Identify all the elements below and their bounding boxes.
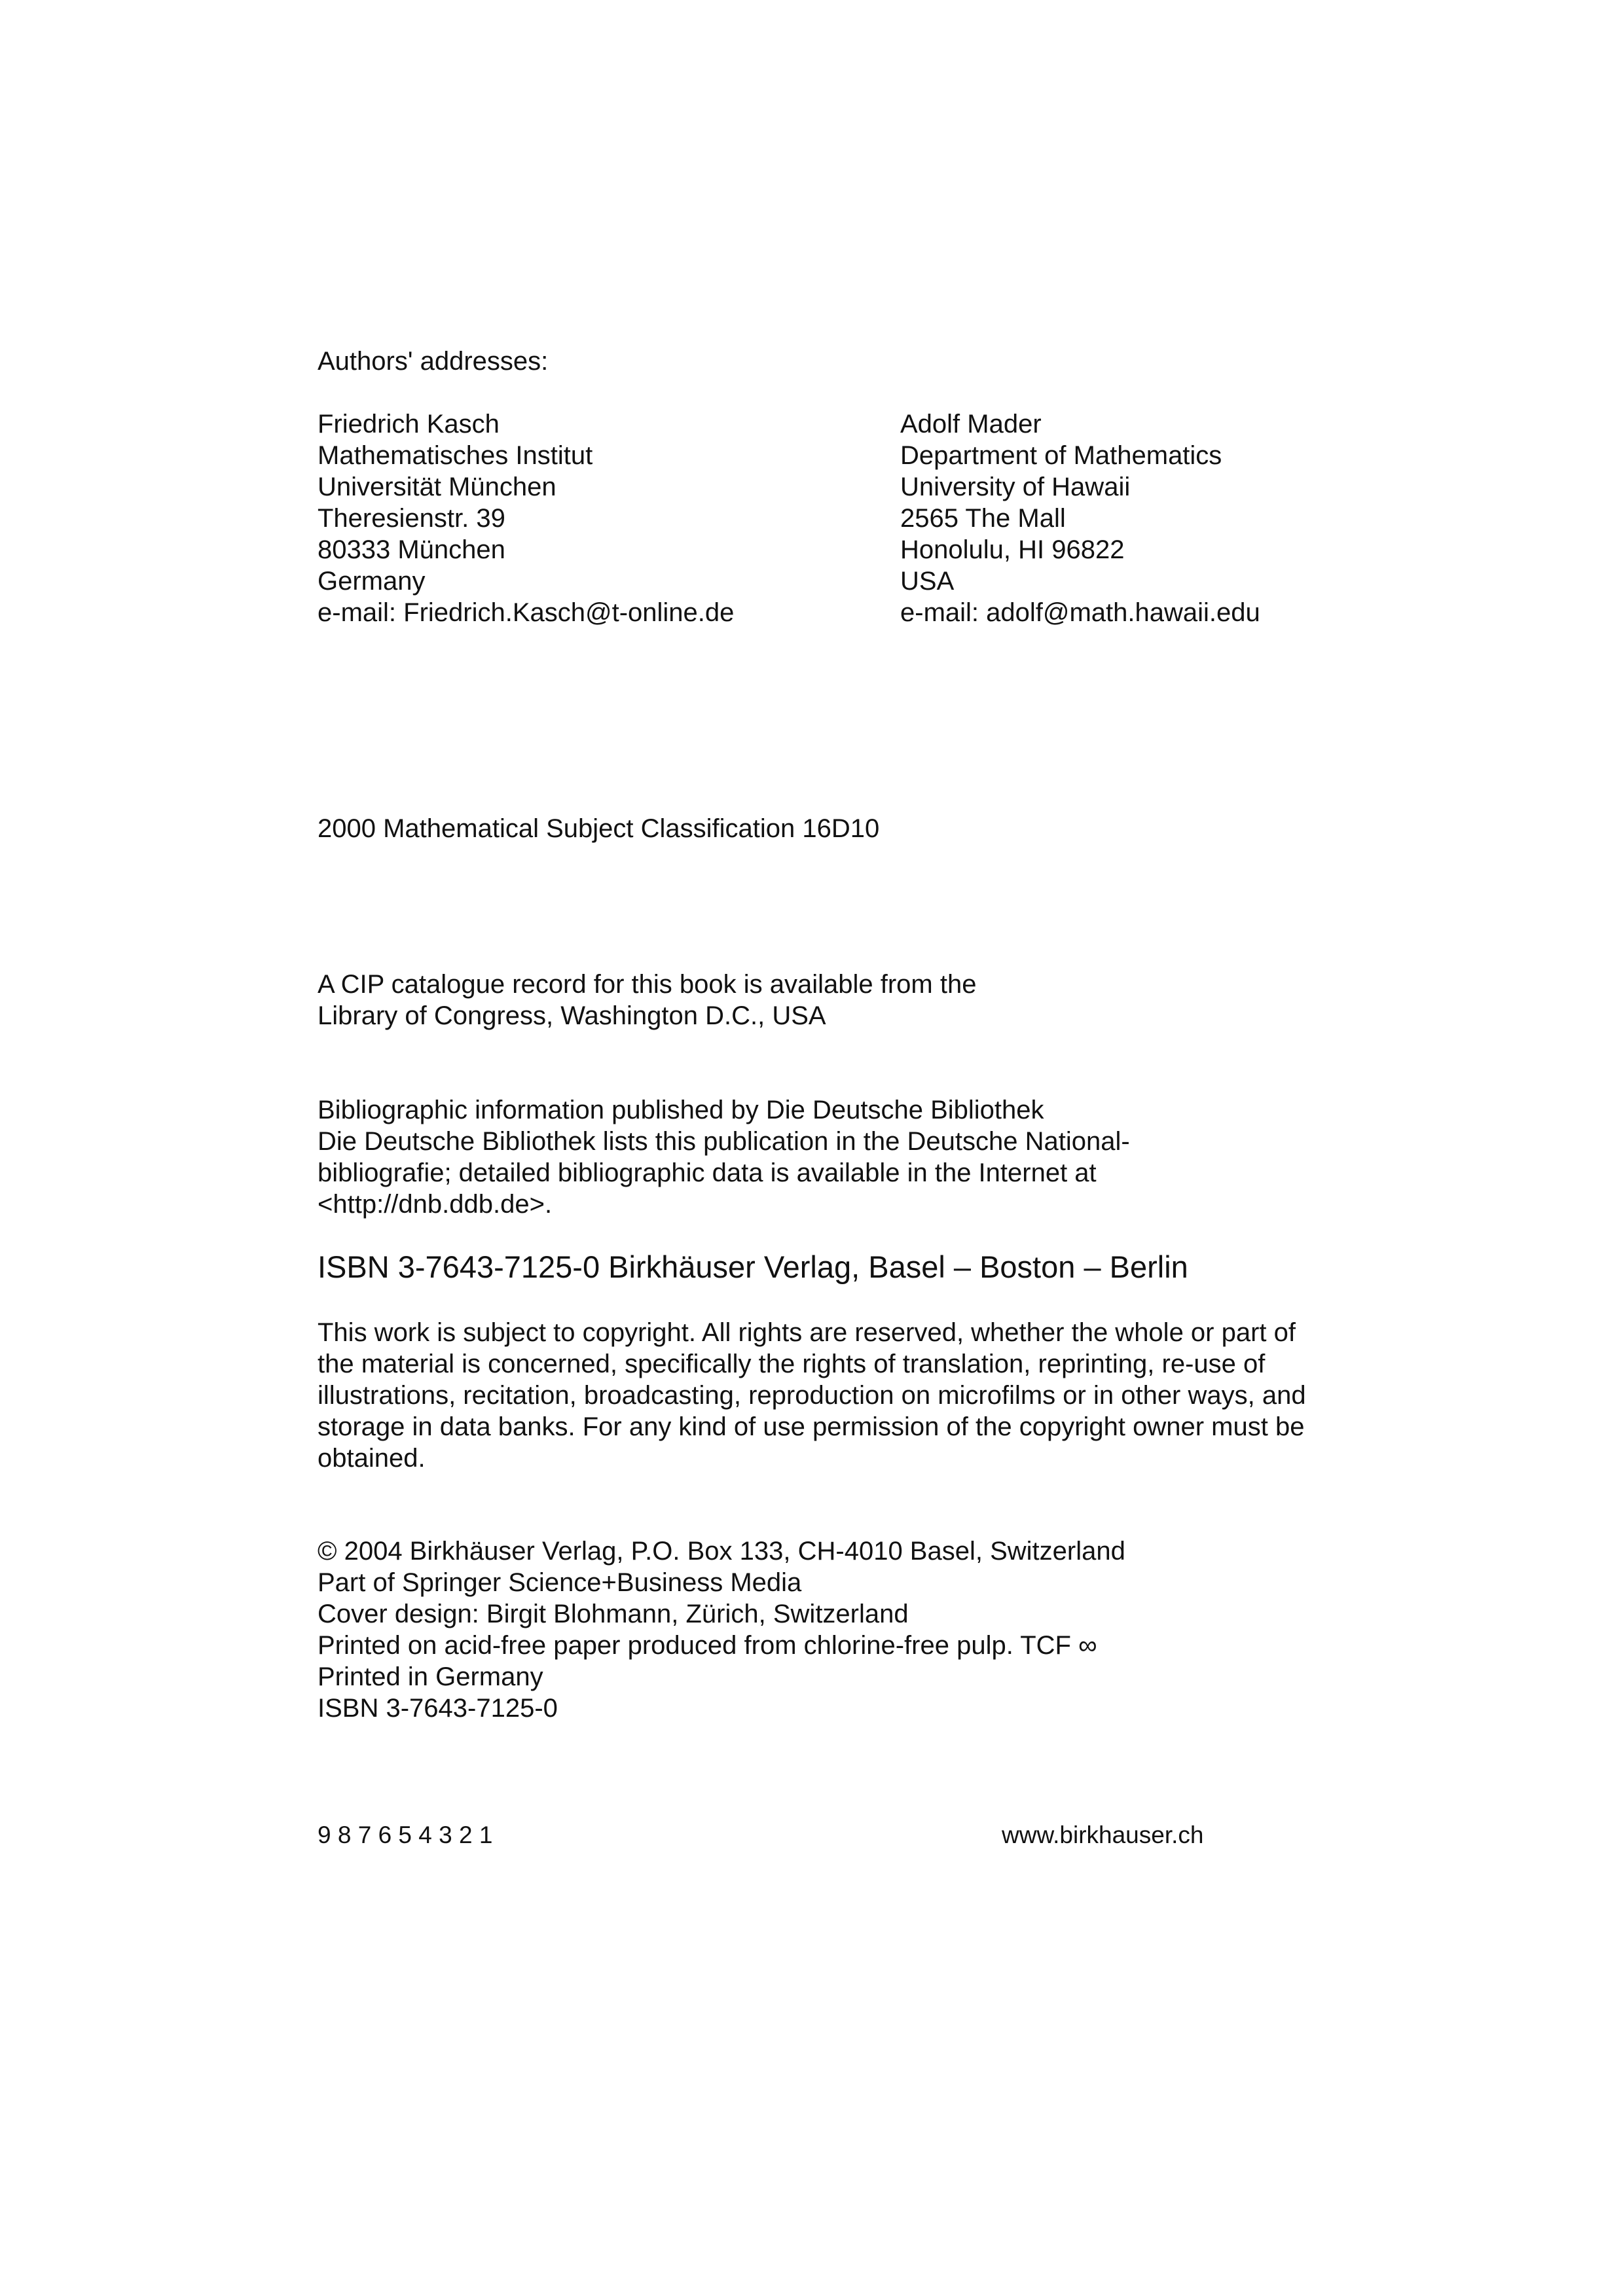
- isbn-footer: ISBN 3-7643-7125-0: [318, 1694, 558, 1723]
- copyright-notice: [318, 1317, 1306, 1474]
- author-country: Germany: [318, 567, 426, 596]
- author-city: 80333 München: [318, 535, 505, 564]
- publisher-info: [318, 1535, 1125, 1724]
- author-institute: Mathematisches Institut: [318, 441, 593, 470]
- authors-heading: Authors' addresses:: [318, 347, 549, 376]
- author-street: 2565 The Mall: [900, 504, 1066, 533]
- print-run-numbers: 9 8 7 6 5 4 3 2 1: [318, 1821, 493, 1848]
- publisher-copyright: © 2004 Birkhäuser Verlag, P.O. Box 133, CH-4010 Basel, Switzerland: [318, 1537, 1125, 1566]
- bibliographic-line: Bibliographic information published by Die Deutsche Bibliothek: [318, 1096, 1044, 1124]
- bibliographic-line: Die Deutsche Bibliothek lists this publication in the Deutsche National-: [318, 1127, 1130, 1156]
- copyright-line: storage in data banks. For any kind of use permission of the copyright owner must be: [318, 1412, 1305, 1441]
- author-name: Adolf Mader: [900, 410, 1042, 439]
- publisher-parent: Part of Springer Science+Business Media: [318, 1568, 802, 1597]
- subject-classification: 2000 Mathematical Subject Classification 16D10: [318, 814, 880, 843]
- printed-in: Printed in Germany: [318, 1662, 543, 1691]
- author-country: USA: [900, 567, 955, 596]
- author-department: Department of Mathematics: [900, 441, 1222, 470]
- author-university: University of Hawaii: [900, 473, 1131, 501]
- cip-line: Library of Congress, Washington D.C., USA: [318, 1001, 826, 1030]
- bibliographic-line: bibliografie; detailed bibliographic data is available in the Internet at: [318, 1158, 1097, 1187]
- copyright-line: the material is concerned, specifically the rights of translation, reprinting, re-use of: [318, 1350, 1266, 1378]
- author-name: Friedrich Kasch: [318, 410, 500, 439]
- cip-line: A CIP catalogue record for this book is available from the: [318, 970, 977, 999]
- isbn-headline: ISBN 3-7643-7125-0 Birkhäuser Verlag, Basel – Boston – Berlin: [318, 1249, 1188, 1284]
- author-address-left: [318, 408, 734, 628]
- cover-design: Cover design: Birgit Blohmann, Zürich, Switzerland: [318, 1600, 909, 1628]
- copyright-line: This work is subject to copyright. All rights are reserved, whether the whole or part of: [318, 1318, 1296, 1347]
- bibliographic-information: [318, 1094, 1130, 1220]
- author-university: Universität München: [318, 473, 556, 501]
- author-email: e-mail: adolf@math.hawaii.edu: [900, 598, 1260, 627]
- bibliographic-line: <http://dnb.ddb.de>.: [318, 1190, 553, 1219]
- copyright-line: obtained.: [318, 1444, 426, 1473]
- cip-record: [318, 969, 976, 1031]
- author-email: e-mail: Friedrich.Kasch@t-online.de: [318, 598, 735, 627]
- paper-info: Printed on acid-free paper produced from chlorine-free pulp. TCF ∞: [318, 1631, 1097, 1660]
- publisher-website: www.birkhauser.ch: [1002, 1821, 1204, 1848]
- author-city: Honolulu, HI 96822: [900, 535, 1125, 564]
- copyright-line: illustrations, recitation, broadcasting, reproduction on microfilms or in other ways, and: [318, 1381, 1306, 1410]
- author-street: Theresienstr. 39: [318, 504, 505, 533]
- author-address-right: [900, 408, 1260, 628]
